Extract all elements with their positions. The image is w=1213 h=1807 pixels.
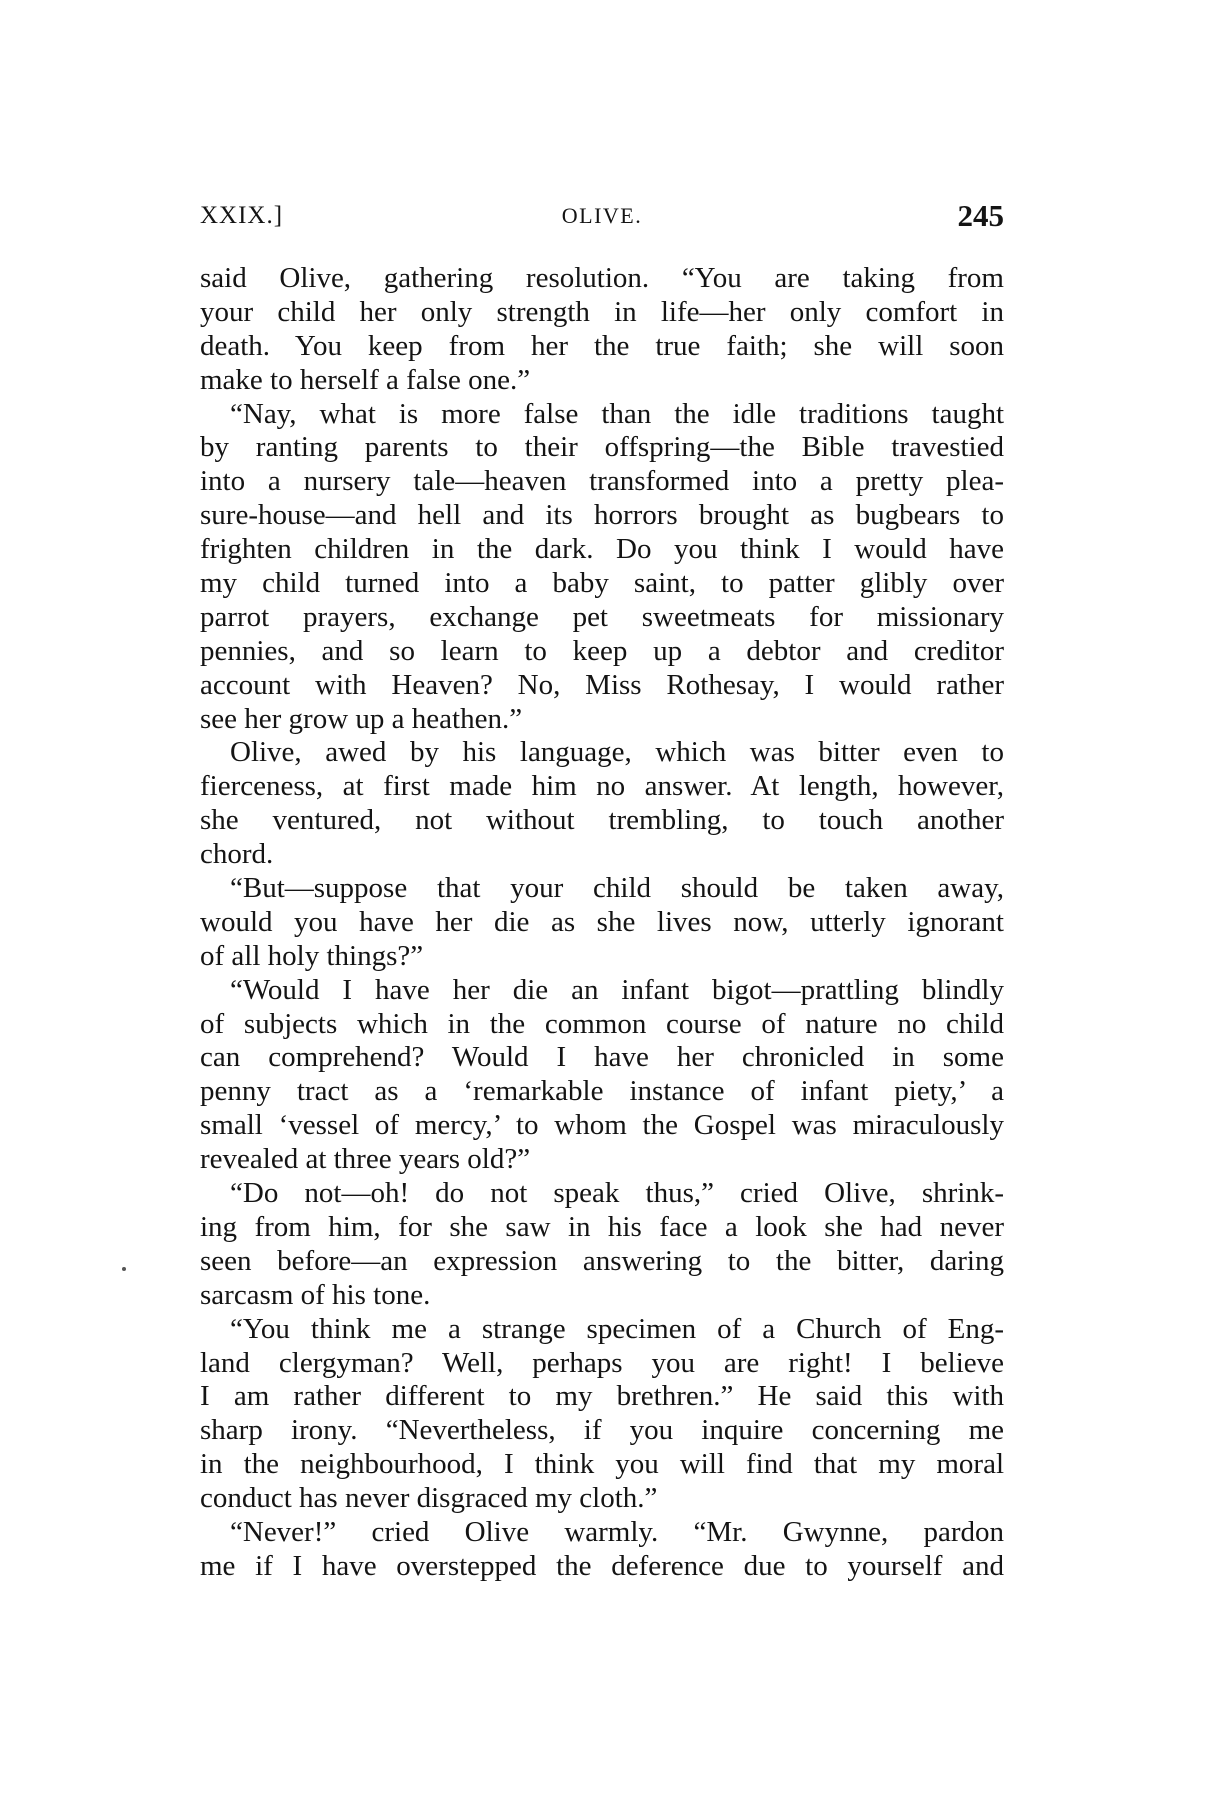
text-line: said Olive, gathering resolution. “You are taking from	[200, 262, 1004, 294]
text-line: “Nay, what is more false than the idle traditions taught	[230, 397, 1004, 430]
text-line: conduct has never disgraced my cloth.”	[200, 1482, 658, 1515]
text-line: Olive, awed by his language, which was bitter even to	[230, 736, 1004, 769]
text-line: your child her only strength in life—her only comfort in	[200, 295, 1004, 328]
text-line: would you have her die as she lives now, utterly ignorant	[200, 905, 1004, 938]
body-text	[200, 262, 1004, 1584]
text-line: seen before—an expression answering to the bitter, daring	[200, 1244, 1004, 1277]
text-line: parrot prayers, exchange pet sweetmeats for missionary	[200, 600, 1004, 633]
margin-mark	[122, 1267, 126, 1271]
page-number: 245	[957, 198, 1004, 233]
text-line: of subjects which in the common course of nature no child	[200, 1007, 1004, 1040]
text-line: by ranting parents to their offspring—the Bible travestied	[200, 431, 1004, 464]
text-line: can comprehend? Would I have her chronicled in some	[200, 1041, 1004, 1074]
chapter-number: XXIX.]	[200, 202, 284, 229]
text-line: small ‘vessel of mercy,’ to whom the Gospel was miraculously	[200, 1109, 1004, 1142]
text-line: chord.	[200, 838, 274, 871]
text-line: of all holy things?”	[200, 939, 424, 972]
text-line: “But—suppose that your child should be taken away,	[230, 872, 1004, 905]
text-line: sarcasm of his tone.	[200, 1278, 431, 1311]
text-line: my child turned into a baby saint, to patter glibly over	[200, 567, 1004, 600]
text-line: fierceness, at first made him no answer. At length, however,	[200, 770, 1004, 803]
text-line: land clergyman? Well, perhaps you are right! I believe	[200, 1346, 1004, 1379]
text-line: into a nursery tale—heaven transformed into a pretty plea-	[200, 465, 1004, 498]
text-line: pennies, and so learn to keep up a debtor and creditor	[200, 634, 1004, 667]
text-line: I am rather different to my brethren.” He said this with	[200, 1380, 1004, 1413]
text-line: “Do not—oh! do not speak thus,” cried Olive, shrink-	[230, 1177, 1004, 1210]
text-line: death. You keep from her the true faith; she will soon	[200, 329, 1004, 362]
running-title: OLIVE.	[561, 203, 643, 228]
text-line: frighten children in the dark. Do you think I would have	[200, 533, 1004, 566]
text-line: “Never!” cried Olive warmly. “Mr. Gwynne, pardon	[230, 1515, 1004, 1548]
text-line: revealed at three years old?”	[200, 1143, 531, 1176]
text-line: she ventured, not without trembling, to touch another	[200, 804, 1004, 837]
text-line: me if I have overstepped the deference due to yourself and	[200, 1549, 1004, 1582]
text-line: sure-house—and hell and its horrors brought as bugbears to	[200, 499, 1004, 532]
running-header	[200, 196, 1004, 236]
text-line: in the neighbourhood, I think you will find that my moral	[200, 1448, 1004, 1481]
text-line: “Would I have her die an infant bigot—prattling blindly	[230, 973, 1004, 1006]
text-line: make to herself a false one.”	[200, 363, 531, 396]
text-line: “You think me a strange specimen of a Church of Eng-	[230, 1312, 1004, 1345]
text-line: ing from him, for she saw in his face a look she had never	[200, 1210, 1004, 1243]
text-line: sharp irony. “Nevertheless, if you inquire concerning me	[200, 1414, 1004, 1447]
text-line: account with Heaven? No, Miss Rothesay, I would rather	[200, 668, 1004, 701]
text-line: see her grow up a heathen.”	[200, 702, 523, 735]
text-line: penny tract as a ‘remarkable instance of infant piety,’ a	[200, 1075, 1004, 1108]
